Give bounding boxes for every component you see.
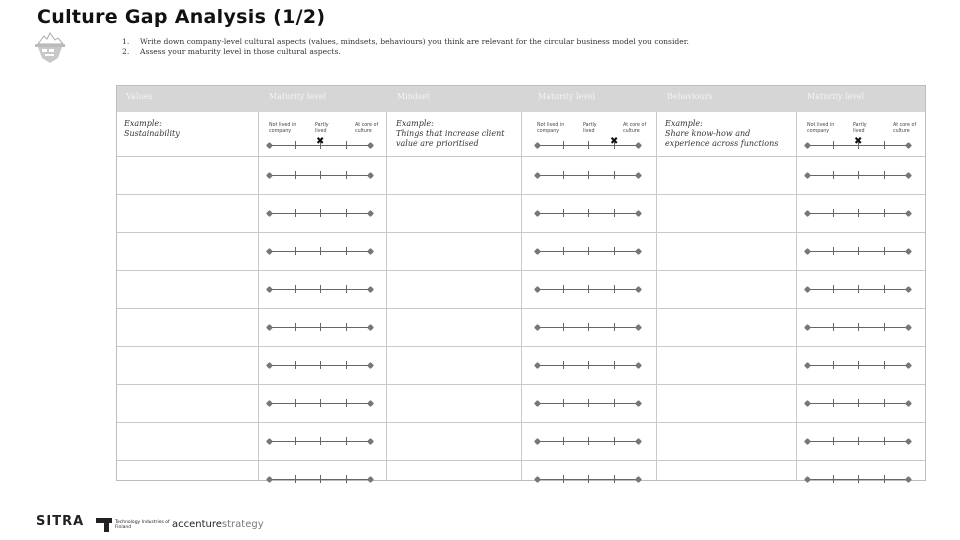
scale-tick bbox=[833, 323, 834, 331]
scale-tick bbox=[563, 475, 564, 483]
scale-endpoint bbox=[534, 285, 541, 292]
maturity-scale[interactable] bbox=[535, 246, 641, 256]
scale-endpoint bbox=[635, 437, 642, 444]
scale-tick bbox=[346, 247, 347, 255]
scale-endpoint bbox=[804, 437, 811, 444]
scale-endpoint bbox=[266, 209, 273, 216]
scale-tick bbox=[588, 285, 589, 293]
maturity-scale[interactable] bbox=[267, 136, 373, 150]
maturity-scale[interactable] bbox=[267, 170, 373, 180]
scale-endpoint bbox=[905, 141, 912, 148]
scale-tick bbox=[884, 399, 885, 407]
scale-tick bbox=[614, 437, 615, 445]
maturity-scale[interactable] bbox=[535, 360, 641, 370]
scale-tick bbox=[884, 323, 885, 331]
scale-tick bbox=[563, 437, 564, 445]
scale-tick bbox=[833, 171, 834, 179]
scale-endpoint bbox=[905, 323, 912, 330]
scale-endpoint bbox=[804, 209, 811, 216]
scale-tick bbox=[295, 437, 296, 445]
sitra-logo: SITRA bbox=[36, 514, 85, 529]
scale-label-high: At core of culture bbox=[355, 123, 379, 134]
scale-endpoint bbox=[635, 361, 642, 368]
maturity-scale[interactable] bbox=[805, 360, 911, 370]
maturity-scale[interactable] bbox=[535, 284, 641, 294]
scale-tick bbox=[614, 285, 615, 293]
scale-label-high: At core of culture bbox=[623, 123, 647, 134]
column-divider bbox=[258, 112, 259, 480]
scale-endpoint bbox=[367, 171, 374, 178]
scale-labels bbox=[805, 123, 925, 137]
maturity-scale[interactable] bbox=[805, 474, 911, 484]
scale-endpoint bbox=[534, 247, 541, 254]
scale-endpoint bbox=[266, 361, 273, 368]
maturity-scale[interactable] bbox=[535, 208, 641, 218]
scale-tick bbox=[588, 399, 589, 407]
scale-endpoint bbox=[266, 323, 273, 330]
maturity-scale[interactable] bbox=[805, 284, 911, 294]
maturity-scale[interactable] bbox=[535, 170, 641, 180]
scale-tick bbox=[833, 475, 834, 483]
scale-tick bbox=[563, 247, 564, 255]
scale-endpoint bbox=[266, 141, 273, 148]
scale-tick bbox=[320, 475, 321, 483]
scale-tick bbox=[295, 285, 296, 293]
scale-endpoint bbox=[367, 323, 374, 330]
scale-tick bbox=[833, 437, 834, 445]
scale-tick bbox=[614, 323, 615, 331]
scale-label-mid: Partly lived bbox=[583, 123, 597, 134]
scale-tick bbox=[346, 323, 347, 331]
scale-endpoint bbox=[534, 323, 541, 330]
scale-tick bbox=[884, 171, 885, 179]
scale-endpoint bbox=[635, 171, 642, 178]
scale-endpoint bbox=[804, 475, 811, 482]
scale-tick bbox=[833, 285, 834, 293]
column-header-mindset: Mindset bbox=[397, 92, 431, 101]
scale-endpoint bbox=[534, 361, 541, 368]
scale-tick bbox=[320, 323, 321, 331]
scale-tick bbox=[884, 475, 885, 483]
page-title: Culture Gap Analysis (1/2) bbox=[37, 6, 326, 28]
scale-tick bbox=[884, 285, 885, 293]
scale-label-mid: Partly lived bbox=[853, 123, 867, 134]
scale-endpoint bbox=[804, 399, 811, 406]
scale-tick bbox=[563, 209, 564, 217]
scale-tick bbox=[858, 171, 859, 179]
scale-endpoint bbox=[635, 247, 642, 254]
scale-tick bbox=[295, 399, 296, 407]
scale-endpoint bbox=[804, 323, 811, 330]
instructions-list bbox=[122, 37, 689, 57]
scale-tick bbox=[858, 361, 859, 369]
scale-endpoint bbox=[905, 475, 912, 482]
maturity-scale[interactable] bbox=[267, 398, 373, 408]
scale-tick bbox=[884, 437, 885, 445]
scale-tick bbox=[320, 361, 321, 369]
instruction-item: 1. Write down company-level cultural aspects (values, mindsets, behaviours) you think are relevant for the circular business model you consider. bbox=[122, 37, 689, 46]
scale-tick bbox=[346, 437, 347, 445]
maturity-scale[interactable] bbox=[805, 170, 911, 180]
scale-tick bbox=[588, 437, 589, 445]
maturity-scale[interactable] bbox=[805, 246, 911, 256]
scale-tick bbox=[346, 285, 347, 293]
scale-tick bbox=[346, 171, 347, 179]
scale-tick bbox=[320, 209, 321, 217]
scale-tick bbox=[295, 171, 296, 179]
scale-tick bbox=[295, 141, 296, 149]
scale-label-low: Not lived in company bbox=[269, 123, 297, 134]
scale-tick bbox=[346, 475, 347, 483]
scale-tick bbox=[320, 437, 321, 445]
maturity-scale[interactable] bbox=[805, 208, 911, 218]
column-header-maturity-level: Maturity level bbox=[269, 92, 327, 101]
maturity-scale[interactable] bbox=[267, 246, 373, 256]
scale-endpoint bbox=[804, 361, 811, 368]
tif-logo-icon bbox=[96, 517, 112, 533]
scale-endpoint bbox=[635, 475, 642, 482]
maturity-scale[interactable] bbox=[805, 436, 911, 446]
scale-endpoint bbox=[534, 475, 541, 482]
scale-tick bbox=[884, 247, 885, 255]
scale-tick bbox=[295, 247, 296, 255]
scale-endpoint bbox=[905, 361, 912, 368]
accenture-strategy-logo: accenturestrategy bbox=[172, 519, 264, 530]
scale-endpoint bbox=[905, 285, 912, 292]
scale-tick bbox=[320, 247, 321, 255]
scale-tick bbox=[614, 247, 615, 255]
scale-tick bbox=[588, 171, 589, 179]
scale-endpoint bbox=[905, 399, 912, 406]
instruction-item: 2. Assess your maturity level in those cultural aspects. bbox=[122, 47, 341, 56]
scale-tick bbox=[614, 475, 615, 483]
scale-endpoint bbox=[905, 209, 912, 216]
maturity-scale[interactable] bbox=[535, 136, 641, 150]
scale-tick bbox=[884, 209, 885, 217]
scale-tick bbox=[858, 323, 859, 331]
scale-endpoint bbox=[905, 437, 912, 444]
maturity-scale[interactable] bbox=[805, 322, 911, 332]
scale-tick bbox=[563, 399, 564, 407]
scale-tick bbox=[858, 475, 859, 483]
maturity-mark-icon: ✖ bbox=[610, 136, 619, 147]
scale-tick bbox=[833, 141, 834, 149]
scale-endpoint bbox=[635, 399, 642, 406]
scale-endpoint bbox=[905, 247, 912, 254]
technology-industries-logo: Technology Industries of Finland bbox=[96, 514, 170, 536]
scale-tick bbox=[884, 141, 885, 149]
column-header-behaviours: Behaviours bbox=[667, 92, 713, 101]
scale-tick bbox=[346, 399, 347, 407]
scale-endpoint bbox=[905, 171, 912, 178]
scale-tick bbox=[588, 323, 589, 331]
scale-tick bbox=[295, 475, 296, 483]
scale-endpoint bbox=[635, 323, 642, 330]
scale-tick bbox=[563, 141, 564, 149]
scale-endpoint bbox=[534, 437, 541, 444]
maturity-scale[interactable] bbox=[535, 436, 641, 446]
scale-tick bbox=[320, 171, 321, 179]
scale-endpoint bbox=[367, 285, 374, 292]
scale-tick bbox=[295, 361, 296, 369]
scale-endpoint bbox=[266, 171, 273, 178]
scale-endpoint bbox=[635, 209, 642, 216]
scale-tick bbox=[858, 247, 859, 255]
column-divider bbox=[386, 112, 387, 480]
scale-tick bbox=[858, 285, 859, 293]
scale-tick bbox=[614, 209, 615, 217]
scale-endpoint bbox=[635, 285, 642, 292]
scale-endpoint bbox=[534, 141, 541, 148]
scale-labels bbox=[267, 123, 387, 137]
scale-tick bbox=[614, 399, 615, 407]
scale-tick bbox=[295, 209, 296, 217]
table-header bbox=[117, 86, 925, 112]
scale-endpoint bbox=[804, 171, 811, 178]
scale-tick bbox=[614, 361, 615, 369]
scale-tick bbox=[320, 285, 321, 293]
scale-endpoint bbox=[367, 247, 374, 254]
scale-tick bbox=[346, 209, 347, 217]
scale-tick bbox=[588, 141, 589, 149]
scale-tick bbox=[563, 171, 564, 179]
scale-tick bbox=[833, 399, 834, 407]
scale-tick bbox=[614, 171, 615, 179]
column-header-maturity-level: Maturity level bbox=[538, 92, 596, 101]
scale-tick bbox=[588, 361, 589, 369]
scale-tick bbox=[320, 399, 321, 407]
maturity-scale[interactable] bbox=[267, 360, 373, 370]
column-divider bbox=[521, 112, 522, 480]
scale-label-low: Not lived in company bbox=[537, 123, 565, 134]
scale-label-mid: Partly lived bbox=[315, 123, 329, 134]
scale-tick bbox=[346, 361, 347, 369]
scale-endpoint bbox=[635, 141, 642, 148]
maturity-scale[interactable] bbox=[267, 284, 373, 294]
scale-tick bbox=[833, 361, 834, 369]
scale-label-low: Not lived in company bbox=[807, 123, 835, 134]
scale-endpoint bbox=[367, 437, 374, 444]
scale-endpoint bbox=[266, 475, 273, 482]
scale-endpoint bbox=[534, 171, 541, 178]
maturity-scale[interactable] bbox=[267, 322, 373, 332]
scale-tick bbox=[884, 361, 885, 369]
scale-endpoint bbox=[266, 285, 273, 292]
maturity-scale[interactable] bbox=[267, 436, 373, 446]
example-behaviours[interactable]: Example: Share know-how and experience across functions bbox=[665, 119, 779, 148]
scale-endpoint bbox=[266, 247, 273, 254]
column-divider bbox=[796, 112, 797, 480]
scale-tick bbox=[858, 209, 859, 217]
scale-tick bbox=[563, 285, 564, 293]
scale-label-high: At core of culture bbox=[893, 123, 917, 134]
scale-tick bbox=[858, 399, 859, 407]
column-divider bbox=[656, 112, 657, 480]
maturity-scale[interactable] bbox=[267, 208, 373, 218]
scale-endpoint bbox=[367, 475, 374, 482]
scale-endpoint bbox=[804, 141, 811, 148]
scale-endpoint bbox=[534, 209, 541, 216]
scale-tick bbox=[833, 247, 834, 255]
scale-tick bbox=[346, 141, 347, 149]
column-header-values: Values bbox=[126, 92, 153, 101]
maturity-scale[interactable] bbox=[535, 398, 641, 408]
culture-gap-table bbox=[116, 85, 926, 481]
maturity-scale[interactable] bbox=[805, 136, 911, 150]
scale-tick bbox=[295, 323, 296, 331]
scale-tick bbox=[588, 247, 589, 255]
scale-endpoint bbox=[266, 437, 273, 444]
scale-endpoint bbox=[266, 399, 273, 406]
scale-tick bbox=[563, 323, 564, 331]
maturity-scale[interactable] bbox=[267, 474, 373, 484]
scale-endpoint bbox=[804, 247, 811, 254]
maturity-scale[interactable] bbox=[535, 474, 641, 484]
maturity-scale[interactable] bbox=[535, 322, 641, 332]
scale-endpoint bbox=[367, 209, 374, 216]
scale-endpoint bbox=[367, 399, 374, 406]
scale-tick bbox=[858, 437, 859, 445]
scale-endpoint bbox=[534, 399, 541, 406]
example-mindset[interactable]: Example: Things that increase client value are prioritised bbox=[396, 119, 505, 148]
column-header-maturity-level: Maturity level bbox=[807, 92, 865, 101]
scale-endpoint bbox=[804, 285, 811, 292]
scale-tick bbox=[563, 361, 564, 369]
maturity-scale[interactable] bbox=[805, 398, 911, 408]
example-values[interactable]: Example: Sustainability bbox=[124, 119, 180, 138]
maturity-mark-icon: ✖ bbox=[854, 136, 863, 147]
scale-tick bbox=[588, 209, 589, 217]
scale-tick bbox=[833, 209, 834, 217]
scale-endpoint bbox=[367, 361, 374, 368]
scale-endpoint bbox=[367, 141, 374, 148]
scale-labels bbox=[535, 123, 655, 137]
iceberg-icon bbox=[32, 30, 68, 66]
scale-tick bbox=[588, 475, 589, 483]
maturity-mark-icon: ✖ bbox=[316, 136, 325, 147]
